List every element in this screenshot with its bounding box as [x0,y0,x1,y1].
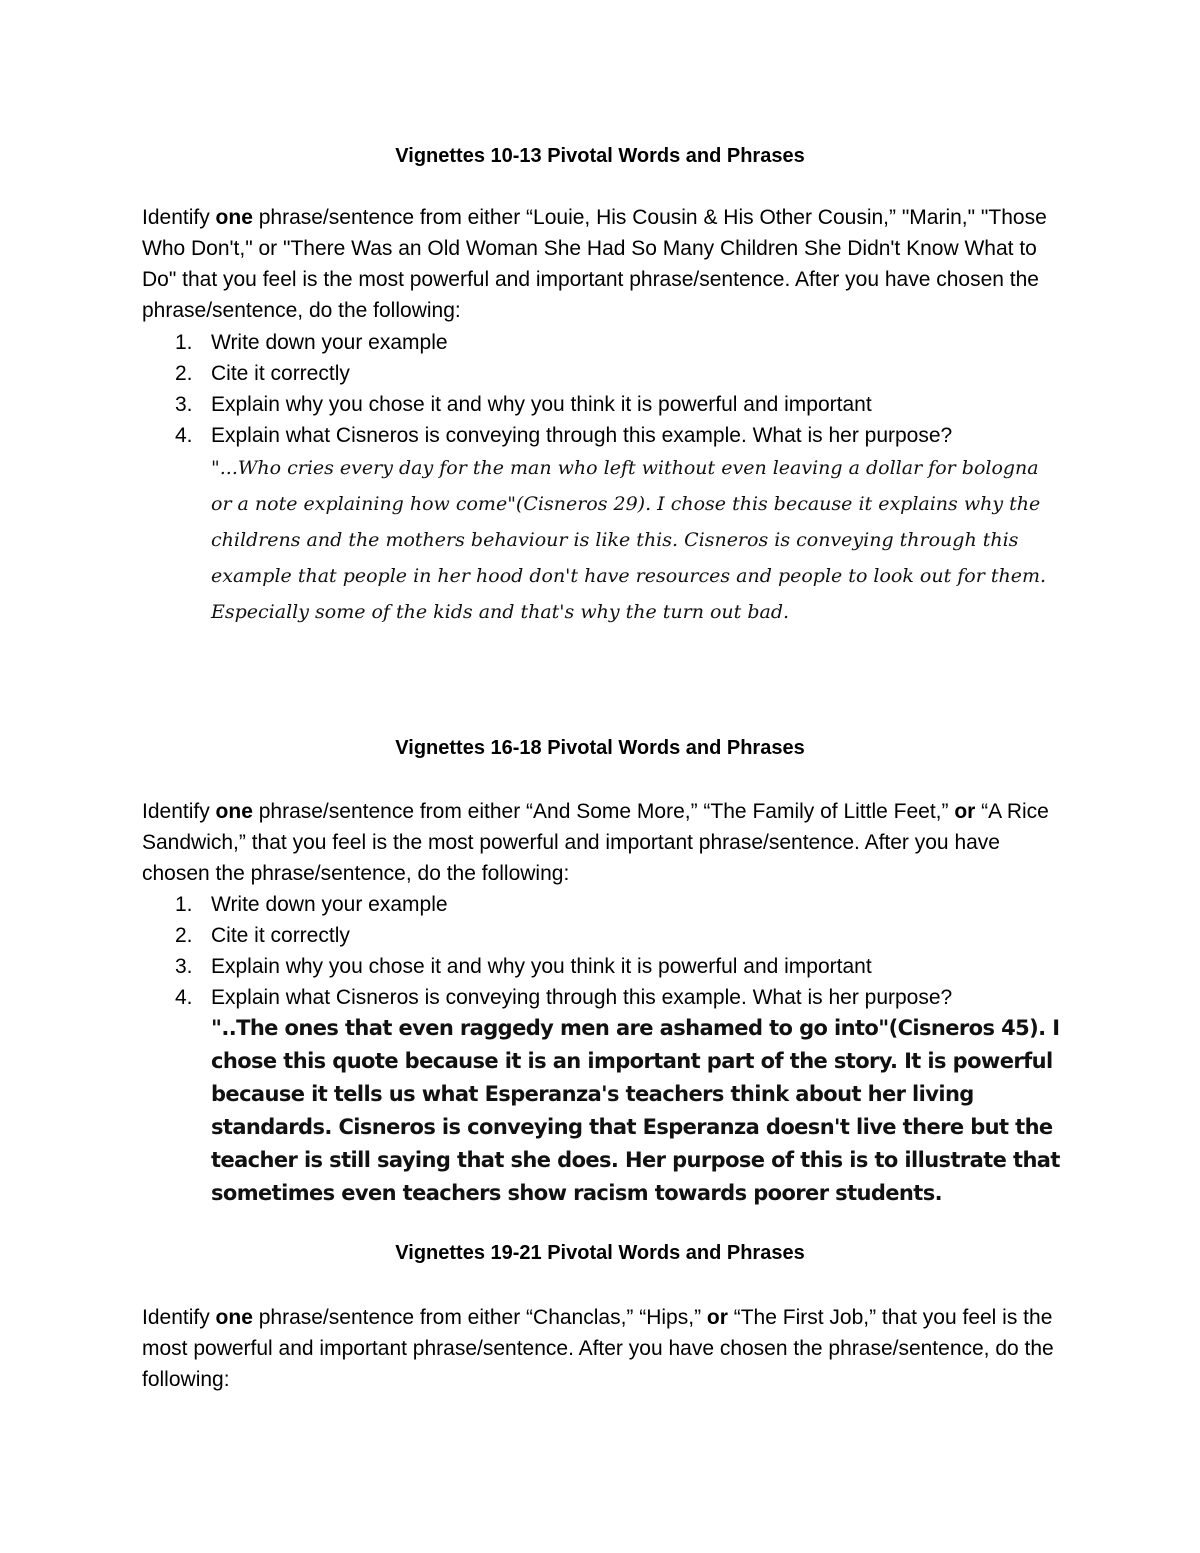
section-instructions [142,796,1072,889]
list-item [142,982,1072,1013]
steps-list [142,889,1072,1013]
intro-emphasis: one [215,1306,253,1329]
step-text: Cite it correctly [211,362,350,385]
step-number: 2. [175,362,193,385]
list-item [142,889,1072,920]
step-number: 1. [175,331,193,354]
step-text: Write down your example [211,331,448,354]
list-item [142,358,1072,389]
intro-text: “The First Job,” that you feel is the most powerful and important phrase/sentence. After you have chosen the phrase/sentence, do the following: [142,1306,1054,1391]
intro-emphasis-or: or [706,1306,728,1329]
intro-prefix: Identify [142,1306,216,1329]
intro-emphasis: one [215,800,253,823]
intro-text: phrase/sentence from either “Chanclas,” “Hips,” [252,1306,707,1329]
intro-text: phrase/sentence from either “Louie, His Cousin & His Other Cousin,” "Marin," "Those Who Don't," or "There Was an Old Woman She Had So Many Children She Didn't Know What to Do" that you feel is the most powerful and important phrase/sentence. After you have chosen the phrase/sentence, do the following: [142,206,1047,322]
intro-emphasis: one [215,206,253,229]
section-heading: Vignettes 19-21 Pivotal Words and Phrases [395,1242,805,1264]
step-text: Write down your example [211,893,448,916]
section-instructions [142,1302,1072,1395]
section-heading: Vignettes 16-18 Pivotal Words and Phrases [395,737,805,759]
intro-prefix: Identify [142,206,216,229]
steps-list [142,327,1072,451]
step-text: Explain why you chose it and why you think it is powerful and important [211,955,872,978]
step-text: Explain what Cisneros is conveying through this example. What is her purpose? [211,986,953,1009]
student-answer: "...Who cries every day for the man who left without even leaving a dollar for bologna or a note explaining how come"(Cisneros 29). I chose this because it explains why the childrens and the mothers behaviour is like this. Cisneros is conveying through this example that people in her hood don't have resources and people to look out for them. Especially some of the kids and that's why the turn out bad. [211,457,1047,623]
section-heading: Vignettes 10-13 Pivotal Words and Phrases [395,145,805,167]
step-number: 4. [175,986,193,1009]
step-text: Cite it correctly [211,924,350,947]
step-text: Explain why you chose it and why you think it is powerful and important [211,393,872,416]
step-number: 3. [175,393,193,416]
list-item [142,951,1072,982]
step-number: 4. [175,424,193,447]
step-number: 2. [175,924,193,947]
step-number: 1. [175,893,193,916]
intro-prefix: Identify [142,800,216,823]
intro-emphasis-or: or [954,800,976,823]
intro-text: phrase/sentence from either “And Some More,” “The Family of Little Feet,” [252,800,955,823]
student-answer: "..The ones that even raggedy men are ashamed to go into"(Cisneros 45). I chose this quote because it is an important part of the story. It is powerful because it tells us what Esperanza's teachers think about her living standards. Cisneros is conveying that Esperanza doesn't live there but the teacher is still saying that she does. Her purpose of this is to illustrate that sometimes even teachers show racism towards poorer students. [211,1016,1060,1205]
step-number: 3. [175,955,193,978]
intro-text: “A Rice Sandwich,” that you feel is the most powerful and important phrase/sentence. After you have chosen the phrase/sentence, do the following: [142,800,1049,885]
list-item [142,327,1072,358]
list-item [142,389,1072,420]
step-text: Explain what Cisneros is conveying through this example. What is her purpose? [211,424,953,447]
section-instructions [142,202,1072,326]
list-item [142,420,1072,451]
list-item [142,920,1072,951]
